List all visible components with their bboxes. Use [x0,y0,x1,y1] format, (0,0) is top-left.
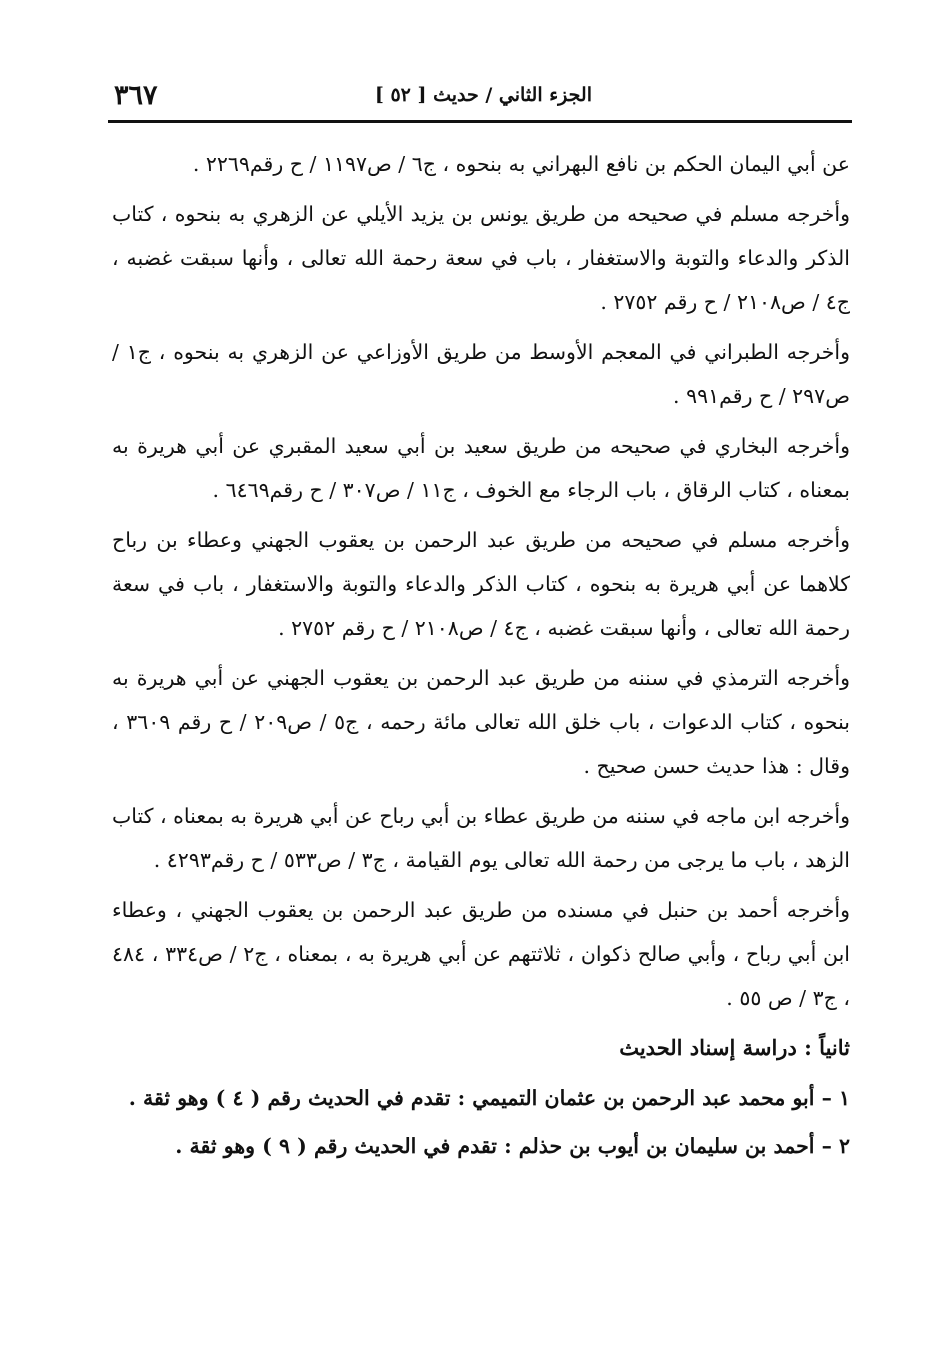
paragraph: وأخرجه الترمذي في سننه من طريق عبد الرحمن بن يعقوب الجهني عن أبي هريرة به بنحوه ، كتاب الدعوات ، باب خلق الله تعالى مائة رحمه ، ج٥ / ص٢٠٩ / ح رقم ٣٦٠٩ ، وقال : هذا حديث حسن صحيح . [112,666,850,778]
paragraph: وأخرجه ابن ماجه في سننه من طريق عطاء بن أبي رباح عن أبي هريرة به بمعناه ، كتاب الزهد ، باب ما يرجى من رحمة الله تعالى يوم القيامة ، ج٣ / ص٥٣٣ / ح رقم٤٢٩٣ . [112,804,850,872]
paragraph: وأخرجه أحمد بن حنبل في مسنده من طريق عبد الرحمن بن يعقوب الجهني ، وعطاء ابن أبي رباح ، وأبي صالح ذكوان ، ثلاثتهم عن أبي هريرة به ، بمعناه ، ج٢ / ص٣٣٤ ، ٤٨٤ ، ج٣ / ص ٥٥ . [112,898,850,1010]
paragraph: وأخرجه البخاري في صحيحه من طريق سعيد بن أبي سعيد المقبري عن أبي هريرة به بمعناه ، كتاب الرقاق ، باب الرجاء مع الخوف ، ج١١ / ص٣٠٧ / ح رقم٦٤٦٩ . [112,434,850,502]
running-title: الجزء الثاني / حديث [ ٥٢ ] [374,84,592,106]
narrator-entry: ٢ – أحمد بن سليمان بن أيوب بن حذلم : تقدم في الحديث رقم ( ٩ ) وهو ثقة . [175,1134,850,1158]
page-header [108,78,852,123]
narrator-entry: ١ – أبو محمد عبد الرحمن بن عثمان التميمي : تقدم في الحديث رقم ( ٤ ) وهو ثقة . [128,1086,850,1110]
page-number: ٣٦٧ [114,80,158,111]
paragraph: وأخرجه الطبراني في المعجم الأوسط من طريق الأوزاعي عن الزهري به بنحوه ، ج١ / ص٢٩٧ / ح رقم٩٩١ . [112,340,850,408]
paragraph: وأخرجه مسلم في صحيحه من طريق عبد الرحمن بن يعقوب الجهني وعطاء بن رباح كلاهما عن أبي هريرة به بنحوه ، كتاب الذكر والدعاء والتوبة والاستغفار ، باب في سعة رحمة الله تعالى ، وأنها سبقت غضبه ، ج٤ / ص٢١٠٨ / ح رقم ٢٧٥٢ . [112,528,850,640]
section-heading: ثانياً : دراسة إسناد الحديث [619,1035,850,1060]
paragraph: عن أبي اليمان الحكم بن نافع البهراني به بنحوه ، ج٦ / ص١١٩٧ / ح رقم٢٢٦٩ . [192,152,850,176]
body-text [112,142,850,1172]
paragraph: وأخرجه مسلم في صحيحه من طريق يونس بن يزيد الأيلي عن الزهري به بنحوه ، كتاب الذكر والدعاء والتوبة والاستغفار ، باب في سعة رحمة الله تعالى ، وأنها سبقت غضبه ، ج٤ / ص٢١٠٨ / ح رقم ٢٧٥٢ . [112,202,850,314]
